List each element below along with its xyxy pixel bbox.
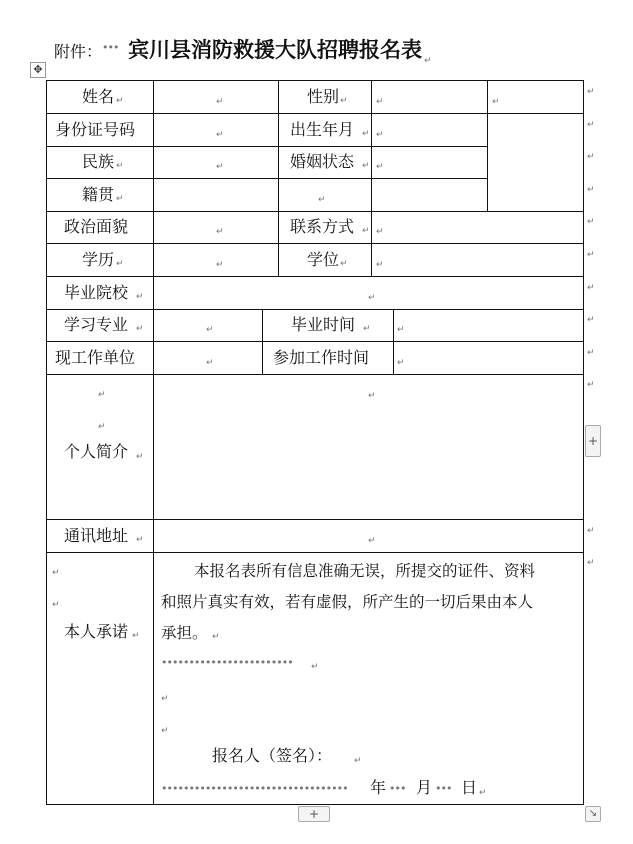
pledge-text-line3: 承担。 — [161, 624, 208, 642]
grad-time-field[interactable]: ↵ — [397, 325, 405, 335]
label-major: 学习专业 — [64, 315, 129, 334]
work-start-field[interactable]: ↵ — [397, 358, 405, 368]
paragraph-mark: ↵ — [212, 632, 220, 642]
ethnicity-field[interactable]: ↵ — [216, 162, 224, 172]
paragraph-mark: ↵ — [136, 292, 144, 302]
employer-field[interactable]: ↵ — [206, 358, 214, 368]
paragraph-mark: ↵ — [424, 56, 432, 66]
spacing-dots: ••• — [435, 783, 452, 795]
row-end-mark: ↵ — [587, 185, 595, 195]
date-day-label: 日 — [461, 778, 478, 797]
paragraph-mark: ↵ — [136, 324, 144, 334]
birth-field[interactable]: ↵ — [376, 130, 384, 140]
row-end-mark: ↵ — [587, 315, 595, 325]
label-employer: 现工作单位 — [55, 348, 136, 367]
paragraph-mark: ↵ — [161, 694, 169, 704]
attachment-prefix: 附件： — [54, 42, 103, 61]
paragraph-mark: ↵ — [136, 452, 144, 462]
paragraph-mark: ↵ — [132, 631, 140, 641]
paragraph-mark: ↵ — [363, 324, 371, 334]
paragraph-mark: ↵ — [354, 756, 362, 766]
spacing-dots: •••••••••••••••••••••••••••••••••• — [161, 783, 348, 795]
paragraph-mark: ↵ — [98, 422, 106, 432]
paragraph-mark: ↵ — [311, 662, 319, 672]
table-resize-icon[interactable]: ↘ — [585, 806, 601, 822]
paragraph-mark: ↵ — [98, 390, 106, 400]
row-end-mark: ↵ — [587, 526, 595, 536]
photo-field[interactable]: ↵ — [492, 97, 500, 107]
gender-field[interactable]: ↵ — [376, 97, 384, 107]
label-school: 毕业院校 — [64, 283, 129, 302]
row-end-mark: ↵ — [587, 380, 595, 390]
paragraph-mark: ↵ — [479, 788, 487, 798]
paragraph-mark: ↵ — [116, 259, 124, 269]
label-work-start: 参加工作时间 — [273, 348, 370, 367]
label-grad-time: 毕业时间 — [291, 315, 356, 334]
label-ethnicity: 民族 — [82, 152, 115, 171]
label-marital: 婚姻状态 — [290, 152, 355, 171]
add-row-button[interactable]: + — [298, 806, 330, 822]
add-column-button[interactable]: + — [585, 425, 601, 457]
label-native-place: 籍贯 — [82, 185, 115, 204]
paragraph-mark: ↵ — [136, 535, 144, 545]
paragraph-mark: ↵ — [362, 129, 370, 139]
row-end-mark: ↵ — [587, 120, 595, 130]
label-contact: 联系方式 — [290, 217, 355, 236]
address-field[interactable]: ↵ — [368, 536, 376, 546]
row-end-mark: ↵ — [587, 558, 595, 568]
label-gender: 性别 — [307, 87, 340, 106]
paragraph-mark: ↵ — [52, 568, 60, 578]
marital-field[interactable]: ↵ — [376, 162, 384, 172]
id-number-field[interactable]: ↵ — [216, 130, 224, 140]
row-end-mark: ↵ — [587, 152, 595, 162]
major-field[interactable]: ↵ — [206, 325, 214, 335]
spacing-dots: ••• — [102, 42, 119, 54]
date-month-label: 月 — [416, 778, 433, 797]
signature-label: 报名人（签名）： — [212, 746, 333, 765]
label-degree: 学位 — [307, 250, 340, 269]
paragraph-mark: ↵ — [116, 194, 124, 204]
label-political: 政治面貌 — [64, 217, 129, 236]
table-move-icon[interactable]: ✥ — [30, 62, 46, 78]
native-place-field[interactable]: ↵ — [318, 195, 326, 205]
row-end-mark: ↵ — [587, 283, 595, 293]
row-end-mark: ↵ — [587, 87, 595, 97]
row-end-mark: ↵ — [587, 217, 595, 227]
contact-field[interactable]: ↵ — [376, 227, 384, 237]
education-field[interactable]: ↵ — [216, 260, 224, 270]
label-pledge: 本人承诺 — [64, 622, 129, 641]
pledge-text-line2: 和照片真实有效，若有虚假，所产生的一切后果由本人 — [161, 593, 534, 611]
paragraph-mark: ↵ — [52, 600, 60, 610]
label-education: 学历 — [82, 250, 115, 269]
row-end-mark: ↵ — [587, 250, 595, 260]
spacing-dots: ••• — [389, 783, 406, 795]
date-year-label: 年 — [370, 778, 387, 797]
school-field[interactable]: ↵ — [368, 293, 376, 303]
political-field[interactable]: ↵ — [216, 227, 224, 237]
paragraph-mark: ↵ — [362, 161, 370, 171]
row-end-mark: ↵ — [587, 348, 595, 358]
paragraph-mark: ↵ — [340, 259, 348, 269]
label-name: 姓名 — [82, 87, 115, 106]
degree-field[interactable]: ↵ — [376, 260, 384, 270]
spacing-dots: •••••••••••••••••••••••• — [161, 657, 293, 669]
bio-field[interactable]: ↵ — [368, 391, 376, 401]
label-address: 通讯地址 — [64, 526, 129, 545]
paragraph-mark: ↵ — [340, 96, 348, 106]
form-title: 宾川县消防救援大队招聘报名表 — [128, 38, 423, 62]
label-birth: 出生年月 — [290, 120, 355, 139]
name-field[interactable]: ↵ — [216, 97, 224, 107]
paragraph-mark: ↵ — [362, 226, 370, 236]
label-bio: 个人简介 — [64, 442, 129, 461]
page-header — [54, 34, 430, 64]
paragraph-mark: ↵ — [161, 726, 169, 736]
paragraph-mark: ↵ — [116, 96, 124, 106]
label-id-number: 身份证号码 — [55, 120, 136, 139]
pledge-text-line1: 本报名表所有信息准确无误，所提交的证件、资料 — [194, 562, 536, 580]
paragraph-mark: ↵ — [116, 161, 124, 171]
